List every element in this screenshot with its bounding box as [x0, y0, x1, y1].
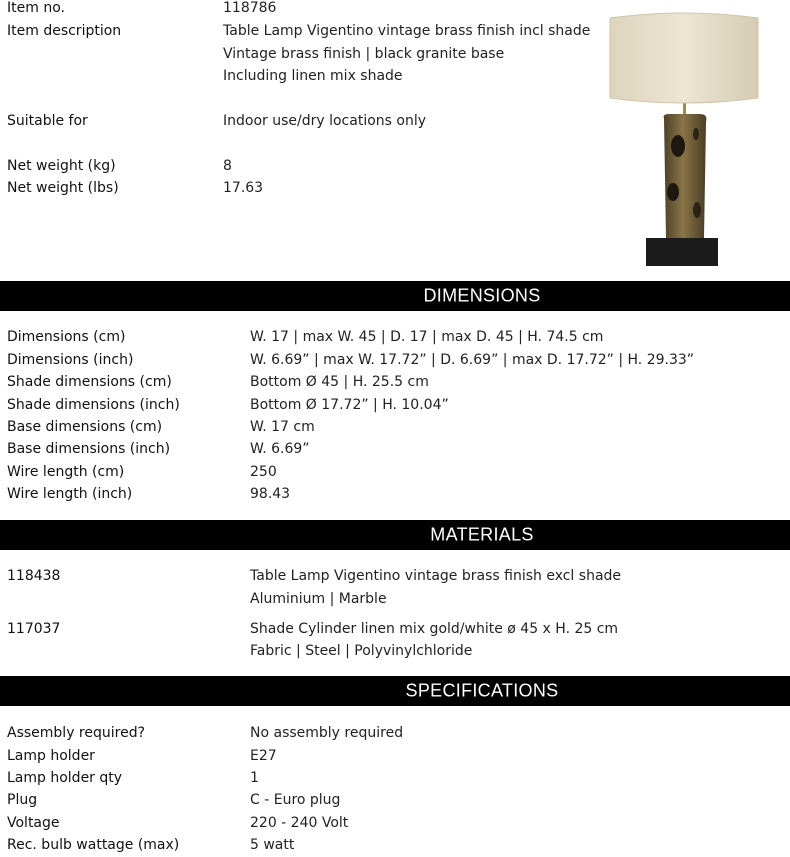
- spec-value: 220 - 240 Volt: [250, 815, 349, 831]
- dimensions-header: [0, 281, 790, 311]
- dimension-label: Wire length (cm): [7, 464, 125, 480]
- item-no-value: 118786: [223, 0, 277, 16]
- material-code: 118438: [7, 568, 61, 584]
- spec-label: Lamp holder: [7, 748, 95, 764]
- dimension-value: 98.43: [250, 486, 291, 502]
- spec-value: 5 watt: [250, 837, 295, 853]
- weight-lbs-value: 17.63: [223, 180, 264, 196]
- dimension-label: Shade dimensions (inch): [7, 397, 180, 413]
- spec-value: C - Euro plug: [250, 792, 341, 808]
- dimension-value: W. 17 cm: [250, 419, 315, 435]
- dimension-label: Shade dimensions (cm): [7, 374, 172, 390]
- material-code: 117037: [7, 621, 61, 637]
- spec-value: No assembly required: [250, 725, 404, 741]
- spec-label: Plug: [7, 792, 38, 808]
- weight-kg-label: Net weight (kg): [7, 158, 116, 174]
- dimension-value: W. 17 | max W. 45 | D. 17 | max D. 45 | H. 74.5 cm: [250, 329, 604, 345]
- description-line: Table Lamp Vigentino vintage brass finish incl shade: [223, 23, 591, 39]
- spec-label: Lamp holder qty: [7, 770, 123, 786]
- spec-value: E27: [250, 748, 277, 764]
- weight-lbs-label: Net weight (lbs): [7, 180, 119, 196]
- dimension-label: Wire length (inch): [7, 486, 133, 502]
- materials-header: [0, 520, 790, 550]
- description-line: Vintage brass finish | black granite base: [223, 46, 505, 62]
- dimension-label: Dimensions (cm): [7, 329, 126, 345]
- spec-value: 1: [250, 770, 259, 786]
- description-label: Item description: [7, 23, 122, 39]
- dimension-label: Base dimensions (inch): [7, 441, 171, 457]
- material-composition: Aluminium | Marble: [250, 591, 387, 607]
- material-composition: Fabric | Steel | Polyvinylchloride: [250, 643, 473, 659]
- dimension-value: W. 6.69” | max W. 17.72” | D. 6.69” | max D. 17.72” | H. 29.33”: [250, 352, 695, 368]
- material-name: Shade Cylinder linen mix gold/white ø 45 x H. 25 cm: [250, 621, 619, 637]
- specifications-header: [0, 676, 790, 706]
- dimension-value: 250: [250, 464, 277, 480]
- product-image-lamp: [600, 10, 768, 268]
- spec-label: Rec. bulb wattage (max): [7, 837, 180, 853]
- specifications-header-label: SPECIFICATIONS: [405, 680, 559, 701]
- dimension-value: Bottom Ø 45 | H. 25.5 cm: [250, 374, 429, 390]
- weight-kg-value: 8: [223, 158, 232, 174]
- dimensions-header-label: DIMENSIONS: [423, 285, 541, 306]
- materials-header-label: MATERIALS: [430, 524, 534, 545]
- description-line: Including linen mix shade: [223, 68, 403, 84]
- material-name: Table Lamp Vigentino vintage brass finish excl shade: [250, 568, 622, 584]
- spec-label: Voltage: [7, 815, 60, 831]
- spec-label: Assembly required?: [7, 725, 146, 741]
- dimension-label: Dimensions (inch): [7, 352, 134, 368]
- item-no-label: Item no.: [7, 0, 65, 16]
- dimension-label: Base dimensions (cm): [7, 419, 163, 435]
- suitable-value: Indoor use/dry locations only: [223, 113, 427, 129]
- dimension-value: W. 6.69”: [250, 441, 310, 457]
- dimension-value: Bottom Ø 17.72” | H. 10.04”: [250, 397, 449, 413]
- suitable-label: Suitable for: [7, 113, 88, 129]
